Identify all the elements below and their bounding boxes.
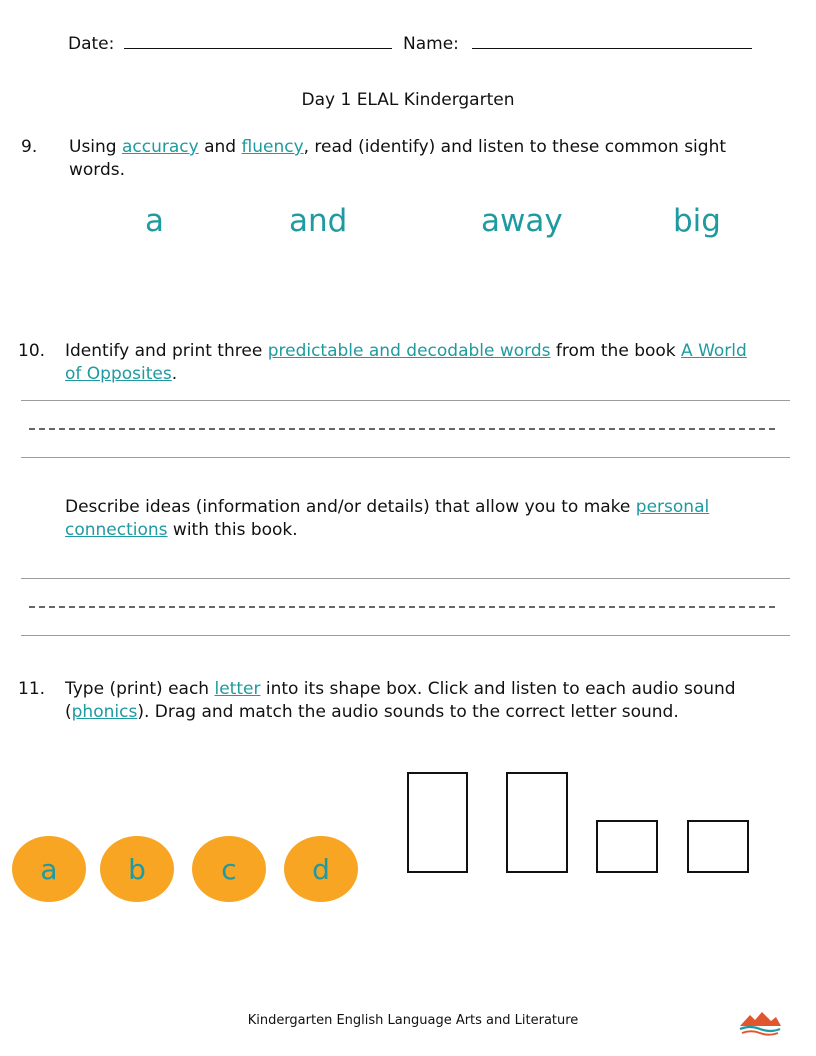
link-fluency[interactable]: fluency [241,137,304,157]
describe-text [65,496,795,542]
link-predictable-decodable-words[interactable]: predictable and decodable words [267,341,551,361]
letter-a: a [40,852,58,886]
sight-word-away[interactable]: away [481,203,563,239]
letter-d: d [312,852,330,886]
audio-circle-d[interactable] [284,836,358,902]
link-personal-connections-2[interactable]: connections [65,520,168,540]
link-phonics[interactable]: phonics [71,702,138,722]
letter-shape-box-2[interactable] [506,772,568,873]
page-title: Day 1 ELAL Kindergarten [301,90,515,110]
link-letter[interactable]: letter [214,679,261,699]
letter-b: b [128,852,146,886]
audio-circle-c[interactable] [192,836,266,902]
link-book-title-line-1[interactable]: A World [681,341,747,361]
q11-text-3: ( [65,702,72,722]
sight-word-and[interactable]: and [289,203,348,239]
sight-word-big[interactable]: big [673,203,721,239]
q10-text-3: . [171,364,178,384]
q11-text [65,678,795,724]
q10-text-1: Identify and print three [65,341,268,361]
writing-line-bottom-1 [21,457,790,458]
footer-text: Kindergarten English Language Arts and Literature [247,1013,579,1028]
q9-text-4: words. [69,160,126,180]
logo-icon [738,1010,782,1036]
writing-line-dashed-1 [29,428,775,430]
letter-c: c [221,852,237,886]
name-field[interactable] [472,34,752,49]
sight-word-a[interactable]: a [145,203,164,239]
audio-circle-a[interactable] [12,836,86,902]
date-label: Date: [68,34,115,54]
link-book-title-line-2[interactable]: of Opposites [65,364,172,384]
letter-shape-box-3[interactable] [596,820,658,873]
describe-text-2: with this book. [167,520,298,540]
q9-number: 9. [21,137,38,157]
audio-circle-b[interactable] [100,836,174,902]
name-row [403,33,752,56]
writing-line-dashed-2 [29,606,775,608]
q11-text-4: ). Drag and match the audio sounds to the correct letter sound. [137,702,679,722]
q9-text-3: , read (identify) and listen to these common sight [303,137,727,157]
writing-line-top-1 [21,400,790,401]
q10-text-2: from the book [550,341,682,361]
link-accuracy[interactable]: accuracy [122,137,199,157]
link-personal-connections-1[interactable]: personal [635,497,710,517]
writing-line-top-2 [21,578,790,579]
name-label: Name: [403,34,459,54]
q9-text-1: Using [69,137,122,157]
q11-text-2: into its shape box. Click and listen to each audio sound [260,679,736,699]
date-row [68,33,392,56]
describe-text-1: Describe ideas (information and/or details) that allow you to make [65,497,636,517]
letter-shape-box-1[interactable] [407,772,468,873]
q11-number: 11. [18,679,46,699]
q11-text-1: Type (print) each [65,679,215,699]
writing-line-bottom-2 [21,635,790,636]
q9-text [69,136,769,182]
q9-text-2: and [198,137,242,157]
q10-number: 10. [18,341,46,361]
date-field[interactable] [124,34,392,49]
q10-text [65,340,795,386]
letter-shape-box-4[interactable] [687,820,749,873]
